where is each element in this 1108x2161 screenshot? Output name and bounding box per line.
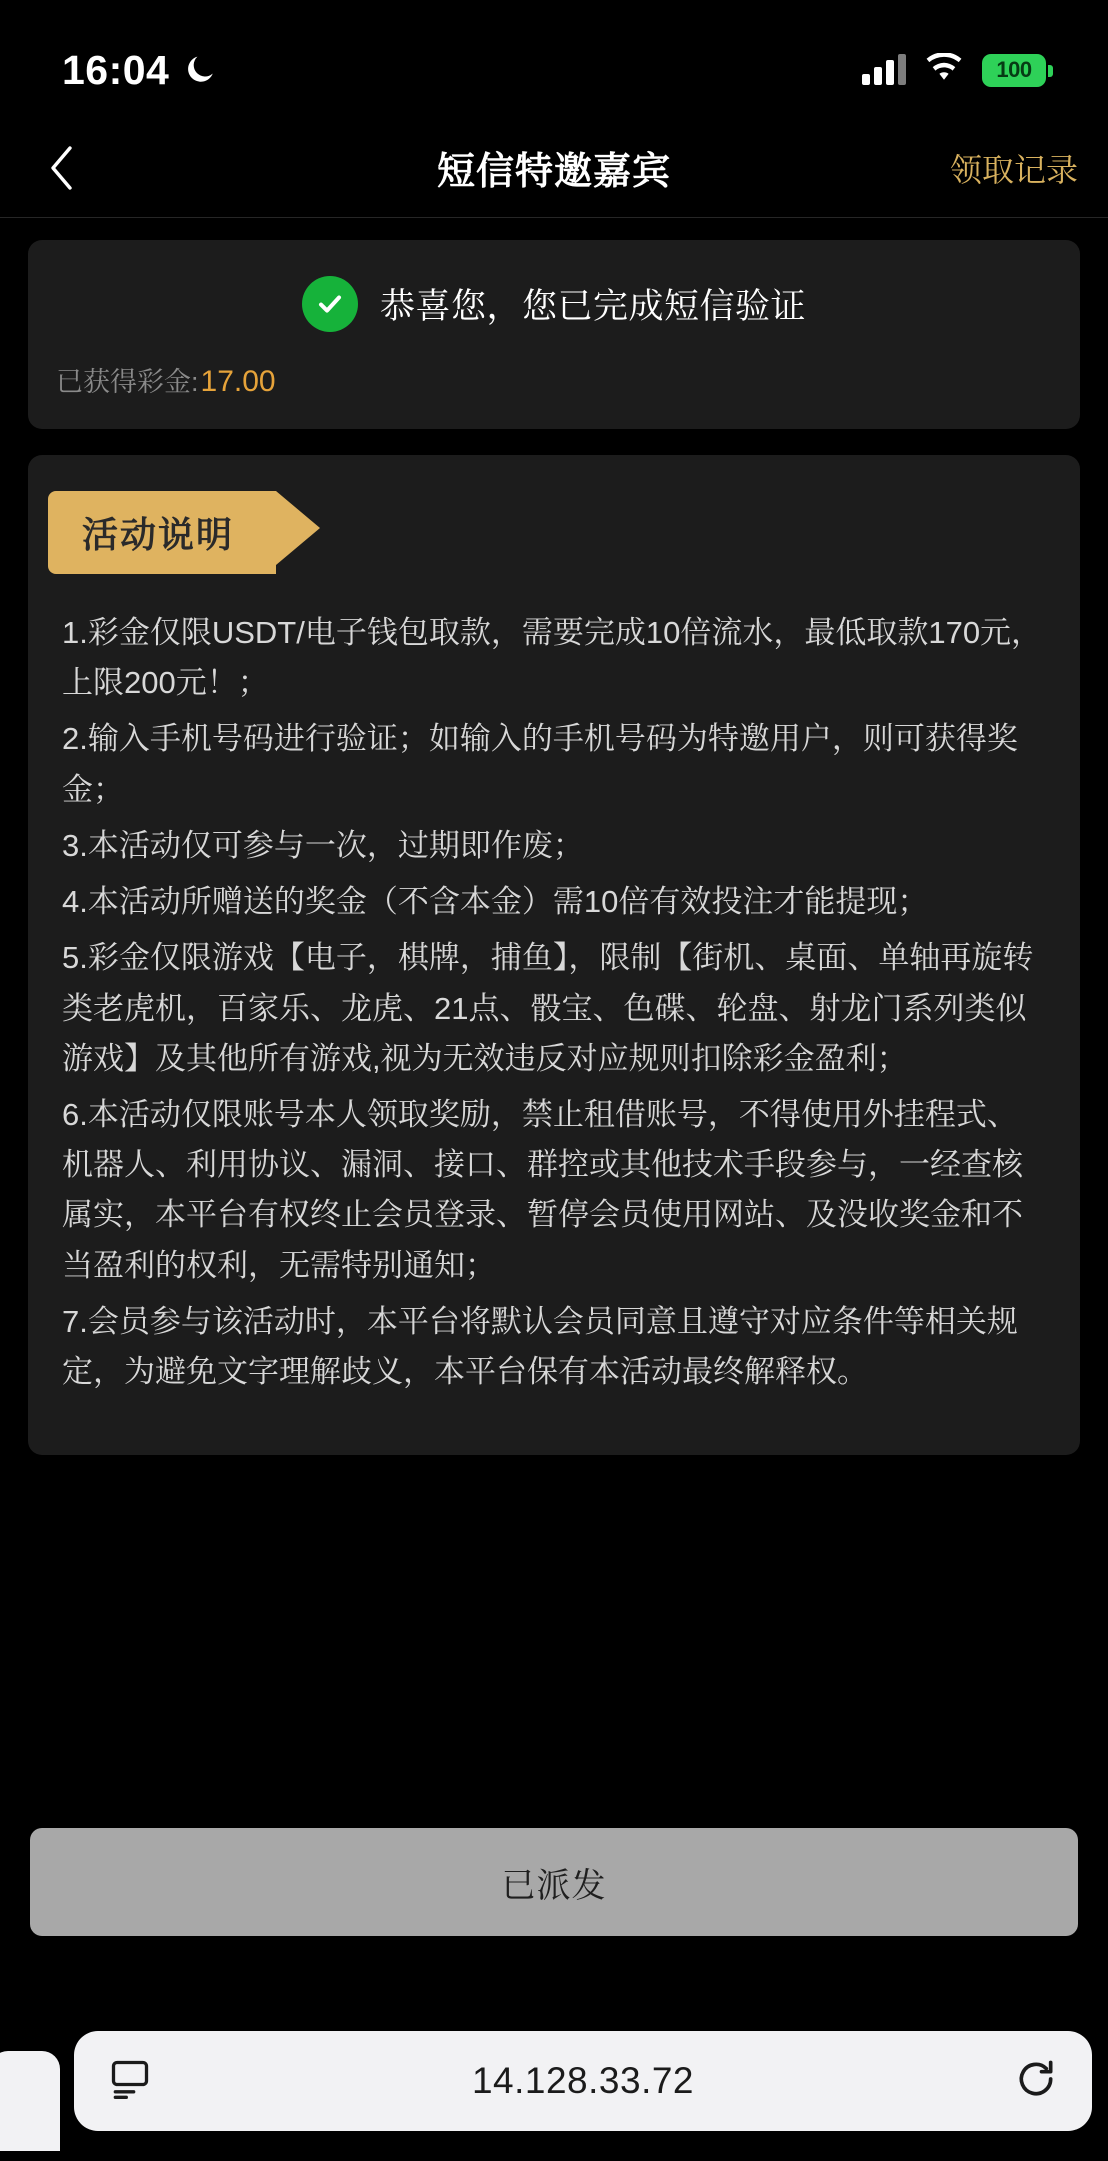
- page-content: [0, 218, 1108, 1455]
- reward-label: 已获得彩金:: [56, 367, 199, 397]
- status-bar: [0, 0, 1108, 118]
- page-title: 短信特邀嘉宾: [436, 151, 671, 193]
- battery-indicator: [982, 54, 1046, 87]
- reload-icon[interactable]: [1014, 2057, 1058, 2106]
- rules-body: [28, 574, 1080, 1397]
- wifi-icon: [924, 53, 964, 88]
- rule-item: 4.本活动所赠送的奖金（不含本金）需10倍有效投注才能提现；: [62, 884, 929, 920]
- rule-item: 2.输入手机号码进行验证；如输入的手机号码为特邀用户，则可获得奖金；: [62, 721, 1018, 807]
- nav-bar: [0, 118, 1108, 218]
- claim-records-link[interactable]: 领取记录: [949, 151, 1078, 188]
- crescent-moon-icon: [183, 53, 217, 87]
- status-bar-left: [62, 47, 217, 94]
- url-text[interactable]: 14.128.33.72: [471, 2060, 695, 2101]
- success-card: [28, 240, 1080, 429]
- status-time: 16:04: [62, 46, 170, 93]
- dispatch-button[interactable]: 已派发: [30, 1828, 1078, 1936]
- status-bar-right: [862, 53, 1046, 88]
- success-message: 恭喜您，您已完成短信验证: [379, 287, 806, 326]
- bottom-action-bar: [0, 1828, 1108, 1936]
- rule-item: 7.会员参与该活动时，本平台将默认会员同意且遵守对应条件等相关规定，为避免文字理解歧义，本平台保有本活动最终解释权。: [62, 1303, 1018, 1390]
- back-button[interactable]: [34, 141, 88, 195]
- adjacent-tab[interactable]: [0, 2051, 60, 2151]
- url-bar[interactable]: [74, 2031, 1092, 2131]
- browser-bottom-bar: [0, 2011, 1108, 2161]
- battery-level: 100: [996, 57, 1032, 82]
- rule-item: 5.彩金仅限游戏【电子，棋牌，捕鱼】，限制【街机、桌面、单轴再旋转类老虎机，百家乐、龙虎、21点、骰宝、色碟、轮盘、射龙门系列类似游戏】及其他所有游戏,视为无效违反对应规则扣除彩金盈利；: [62, 940, 1034, 1076]
- rule-item: 3.本活动仅可参与一次，过期即作废；: [62, 827, 584, 863]
- chevron-left-icon: [48, 145, 74, 191]
- rule-item: 6.本活动仅限账号本人领取奖励，禁止租借账号，不得使用外挂程式、机器人、利用协议、漏洞、接口、群控或其他技术手段参与，一经查核属实，本平台有权终止会员登录、暂停会员使用网站、及没收奖金和不当盈利的权利，无需特别通知；: [62, 1096, 1023, 1283]
- rule-item: 1.彩金仅限USDT/电子钱包取款，需要完成10倍流水，最低取款170元，上限200元！；: [62, 615, 1043, 701]
- cellular-signal-icon: [862, 55, 906, 85]
- reward-value: 17.00: [200, 365, 276, 398]
- success-row: [56, 276, 1052, 332]
- reward-row: [56, 360, 1052, 399]
- rules-ribbon-label: 活动说明: [48, 491, 276, 574]
- rules-card: [28, 455, 1080, 1455]
- check-circle-icon: [302, 276, 358, 332]
- reader-view-icon[interactable]: [108, 2057, 152, 2106]
- ribbon-wrapper: [28, 455, 1080, 574]
